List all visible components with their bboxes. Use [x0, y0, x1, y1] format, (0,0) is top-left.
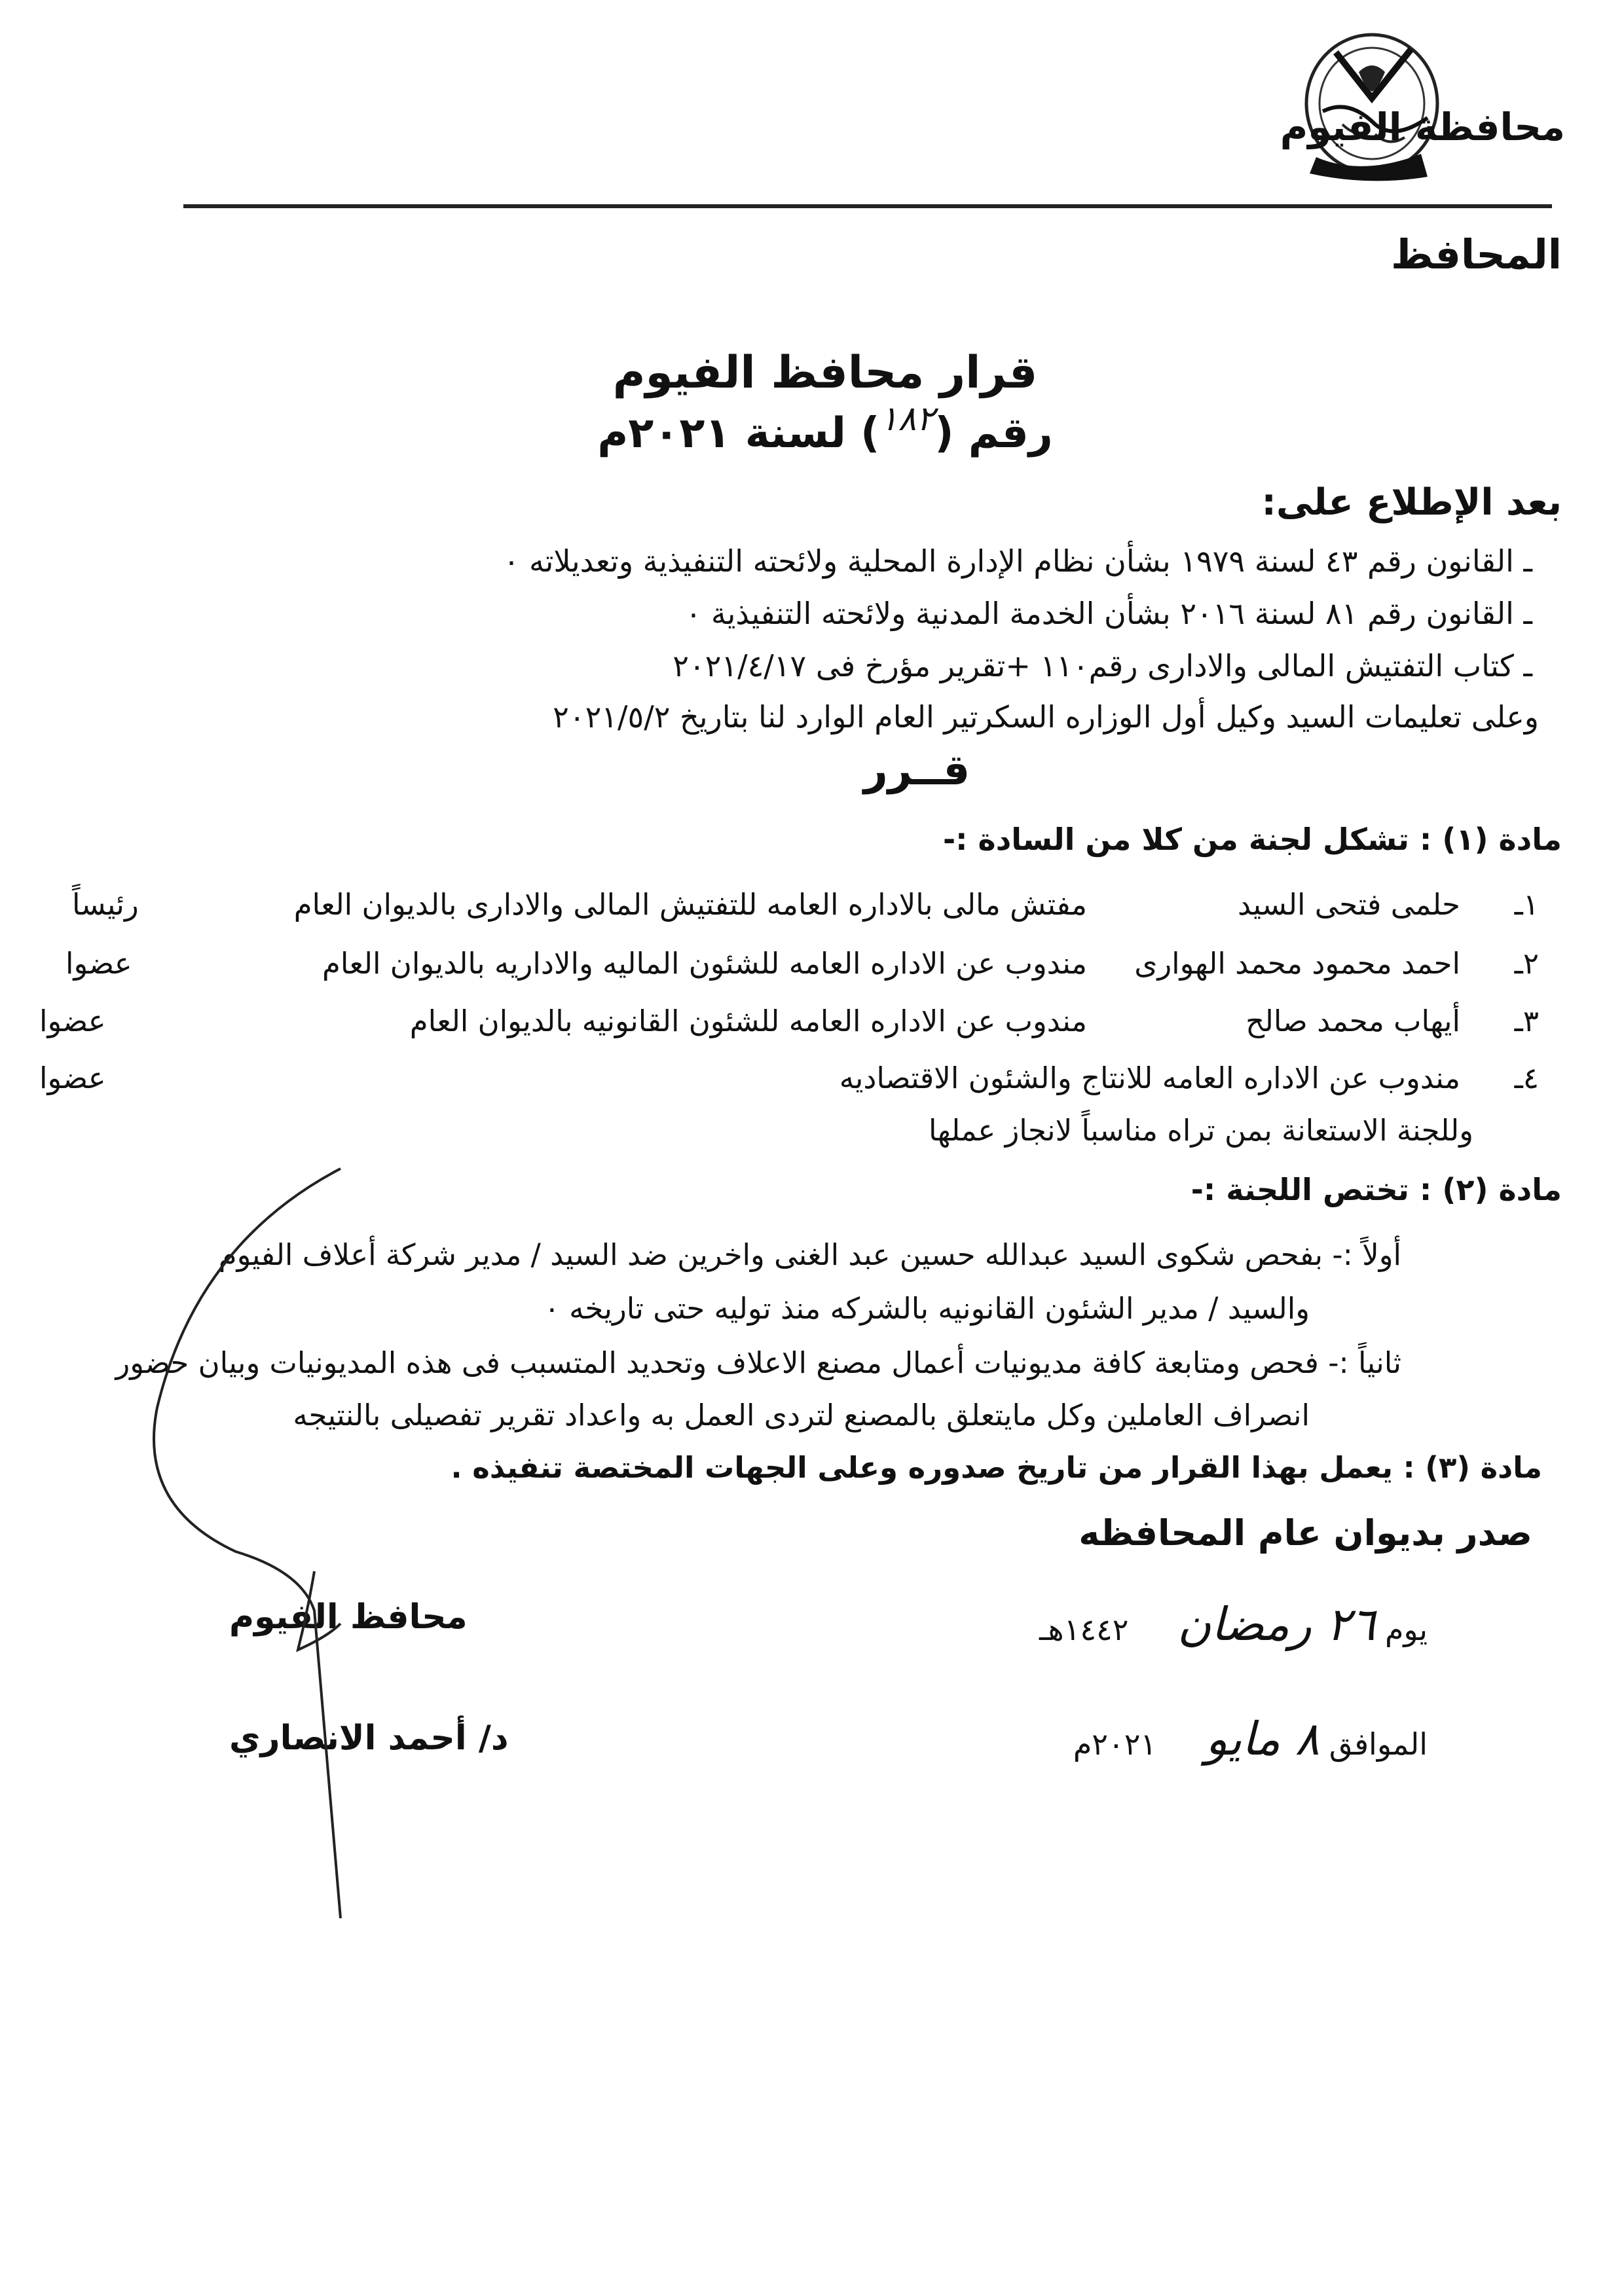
preamble-item: ـ القانون رقم ٤٣ لسنة ١٩٧٩ بشأن نظام الإدارة المحلية ولائحته التنفيذية وتعديلاته ٠: [503, 543, 1532, 579]
member-name: أيهاب محمد صالح: [1246, 1004, 1460, 1038]
member-row: [39, 1004, 1539, 1056]
hijri-year: ١٤٤٢هـ: [1039, 1612, 1129, 1647]
member-number: ٤ـ: [1514, 1061, 1539, 1095]
member-role: مفتش مالى بالاداره العامه للتفتيش المالى والادارى بالديوان العام: [293, 887, 1087, 922]
article-2-line: والسيد / مدير الشئون القانونيه بالشركه منذ توليه حتى تاريخه ٠: [544, 1291, 1310, 1326]
signatory-name: د/ أحمد الانصاري: [229, 1719, 509, 1758]
member-title: عضوا: [65, 946, 132, 981]
member-number: ١ـ: [1514, 887, 1539, 922]
gregorian-handwritten: ٨ مايو: [1205, 1712, 1320, 1766]
governorate-name: محافظة الفيوم: [1280, 105, 1565, 149]
hijri-date: [1039, 1597, 1428, 1651]
signatory-title: محافظ الفيوم: [229, 1597, 468, 1637]
preamble-heading: بعد الإطلاع على:: [1261, 481, 1562, 524]
article-1-note: وللجنة الاستعانة بمن تراه مناسباً لانجاز عملها: [929, 1113, 1473, 1148]
member-number: ٣ـ: [1514, 1004, 1539, 1038]
gregorian-year: ٢٠٢١م: [1073, 1726, 1157, 1762]
member-title: عضوا: [39, 1061, 106, 1095]
decided-heading: قــرر: [863, 746, 970, 795]
decree-title: قرار محافظ الفيوم: [612, 347, 1038, 399]
preamble-item: وعلى تعليمات السيد وكيل أول الوزاره السكرتير العام الوارد لنا بتاريخ ٢٠٢١/٥/٢: [553, 699, 1539, 735]
member-title: رئيساً: [72, 887, 139, 922]
member-title: عضوا: [39, 1004, 106, 1038]
gregorian-date: [1073, 1712, 1428, 1766]
article-2-line: انصراف العاملين وكل مايتعلق بالمصنع لتردى العمل به واعداد تقرير تفصيلى بالنتيجه: [293, 1398, 1310, 1432]
member-row: [39, 887, 1539, 939]
preamble-item: ـ كتاب التفتيش المالى والادارى رقم١١٠ +تقرير مؤرخ فى ٢٠٢١/٤/١٧: [673, 648, 1532, 683]
member-row: [39, 1061, 1539, 1113]
decree-number: [0, 399, 1624, 458]
issuance-statement: صدر بديوان عام المحافظه: [1079, 1512, 1532, 1554]
decree-number-prefix: رقم (: [934, 409, 1053, 458]
decree-number-handwritten: ١٨٢: [879, 399, 935, 439]
member-name: احمد محمود محمد الهوارى: [1134, 946, 1460, 981]
article-2-line: أولاً :- بفحص شكوى السيد عبدالله حسين عبد الغنى واخرين ضد السيد / مدير شركة أعلاف الفيوم: [218, 1237, 1401, 1272]
decree-number-suffix: ) لسنة ٢٠٢١م: [597, 409, 880, 458]
article-2-line: ثانياً :- فحص ومتابعة كافة مديونيات أعمال مصنع الاعلاف وتحديد المتسبب فى هذه المديونيات وبيان حضور: [115, 1345, 1401, 1380]
article-2-heading: مادة (٢) : تختص اللجنة :-: [1190, 1172, 1562, 1207]
member-role: مندوب عن الاداره العامه للشئون القانونيه بالديوان العام: [409, 1004, 1087, 1038]
member-role: مندوب عن الاداره العامه للانتاج والشئون الاقتصاديه: [839, 1061, 1460, 1095]
header-divider: [183, 204, 1552, 208]
day-label: يوم: [1384, 1612, 1428, 1647]
article-3-text: مادة (٣) : يعمل بهذا القرار من تاريخ صدوره وعلى الجهات المختصة تنفيذه .: [451, 1450, 1542, 1485]
member-name: حلمى فتحى السيد: [1237, 887, 1460, 922]
article-1-heading: مادة (١) : تشكل لجنة من كلا من السادة :-: [943, 822, 1562, 857]
member-number: ٢ـ: [1514, 946, 1539, 981]
office-label: المحافظ: [1390, 230, 1562, 278]
corresponding-label: الموافق: [1329, 1726, 1428, 1762]
member-role: مندوب عن الاداره العامه للشئون الماليه والاداريه بالديوان العام: [322, 946, 1087, 981]
member-row: [39, 946, 1539, 998]
day-handwritten: ٢٦ رمضان: [1177, 1597, 1376, 1651]
preamble-item: ـ القانون رقم ٨١ لسنة ٢٠١٦ بشأن الخدمة المدنية ولائحته التنفيذية ٠: [685, 596, 1532, 631]
